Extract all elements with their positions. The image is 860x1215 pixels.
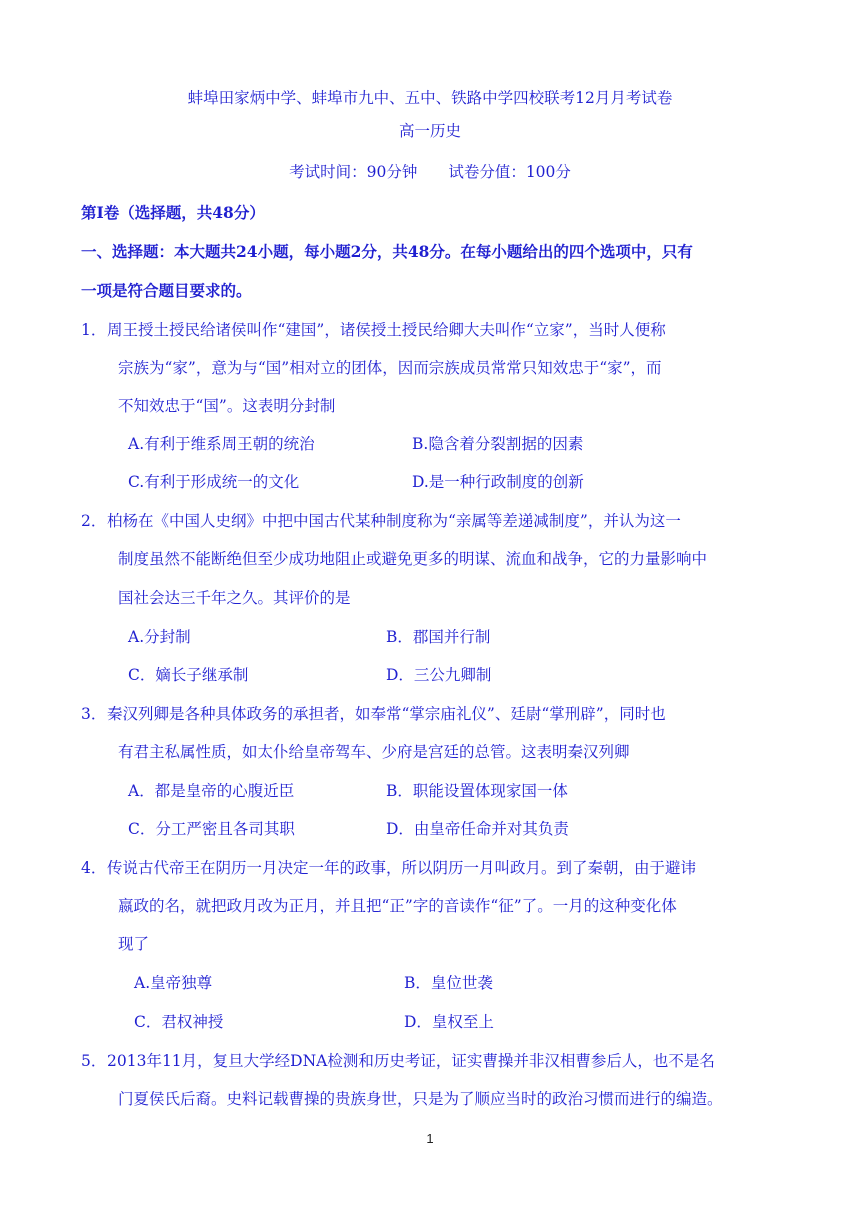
question-4-option-c[interactable]: C．君权神授 <box>134 1013 224 1031</box>
question-1-option-c[interactable]: C.有利于形成统一的文化 <box>128 473 300 491</box>
question-text: 周王授土授民给诸侯叫作“建国”，诸侯授土授民给卿大夫叫作“立家”，当时人便称 <box>107 321 666 339</box>
question-4-option-b[interactable]: B．皇位世袭 <box>404 974 493 992</box>
page-number: 1 <box>426 1131 434 1146</box>
question-5-line-1 <box>81 1049 715 1071</box>
question-3-line-1 <box>81 702 666 724</box>
question-5-line-2: 门夏侯氏后裔。史料记载曹操的贵族身世，只是为了顺应当时的政治习惯而进行的编造。 <box>118 1090 723 1108</box>
section-instruction-line-1: 一、选择题：本大题共24小题，每小题2分，共48分。在每小题给出的四个选项中，只有 <box>81 242 693 261</box>
question-number: 4． <box>81 859 107 877</box>
question-2-option-d[interactable]: D．三公九卿制 <box>386 666 492 684</box>
question-2-line-2: 制度虽然不能断绝但至少成功地阻止或避免更多的明谋、流血和战争，它的力量影响中 <box>118 550 708 568</box>
question-number: 5． <box>81 1052 107 1070</box>
question-3-option-a[interactable]: A．都是皇帝的心腹近臣 <box>128 782 295 800</box>
exam-title: 蚌埠田家炳中学、蚌埠市九中、五中、铁路中学四校联考12月月考试卷 <box>187 89 673 107</box>
question-1-line-3: 不知效忠于“国”。这表明分封制 <box>118 397 336 415</box>
section-instruction-line-2: 一项是符合题目要求的。 <box>81 281 252 300</box>
question-4-line-3: 现了 <box>118 935 150 953</box>
question-2-option-a[interactable]: A.分封制 <box>128 628 191 646</box>
question-number: 2． <box>81 512 107 530</box>
question-4-option-a[interactable]: A.皇帝独尊 <box>134 974 213 992</box>
question-4-line-1 <box>81 856 696 878</box>
question-4-option-d[interactable]: D．皇权至上 <box>404 1013 494 1031</box>
question-2-line-3: 国社会达三千年之久。其评价的是 <box>118 589 351 607</box>
question-3-option-b[interactable]: B．职能设置体现家国一体 <box>386 782 568 800</box>
question-number: 1． <box>81 321 107 339</box>
question-1-option-b[interactable]: B.隐含着分裂割据的因素 <box>412 435 584 453</box>
question-text: 秦汉列卿是各种具体政务的承担者，如奉常“掌宗庙礼仪”、廷尉“掌刑辟”，同时也 <box>107 705 666 723</box>
question-2-option-c[interactable]: C．嫡长子继承制 <box>128 666 249 684</box>
question-2-line-1 <box>81 509 681 531</box>
question-1-option-a[interactable]: A.有利于维系周王朝的统治 <box>128 435 315 453</box>
question-1-line-2: 宗族为“家”，意为与“国”相对立的团体，因而宗族成员常常只知效忠于“家”，而 <box>118 359 662 377</box>
question-text: 传说古代帝王在阴历一月决定一年的政事，所以阴历一月叫政月。到了秦朝，由于避讳 <box>107 859 697 877</box>
question-2-option-b[interactable]: B．郡国并行制 <box>386 628 491 646</box>
question-number: 3． <box>81 705 107 723</box>
section-title: 第Ⅰ卷（选择题，共48分） <box>81 203 265 222</box>
exam-subject: 高一历史 <box>398 122 461 140</box>
question-text: 柏杨在《中国人史纲》中把中国古代某种制度称为“亲属等差递减制度”，并认为这一 <box>107 512 681 530</box>
question-1-option-d[interactable]: D.是一种行政制度的创新 <box>412 473 584 491</box>
question-4-line-2: 嬴政的名，就把政月改为正月，并且把“正”字的音读作“征”了。一月的这种变化体 <box>118 897 677 915</box>
question-text: 2013年11月，复旦大学经DNA检测和历史考证，证实曹操并非汉相曹参后人，也不是名 <box>107 1052 715 1070</box>
exam-info: 考试时间：90分钟 试卷分值：100分 <box>289 163 571 181</box>
question-1-line-1 <box>81 318 666 340</box>
question-3-option-d[interactable]: D．由皇帝任命并对其负责 <box>386 820 569 838</box>
question-3-option-c[interactable]: C．分工严密且各司其职 <box>128 820 295 838</box>
question-3-line-2: 有君主私属性质，如太仆给皇帝驾车、少府是宫廷的总管。这表明秦汉列卿 <box>118 743 630 761</box>
